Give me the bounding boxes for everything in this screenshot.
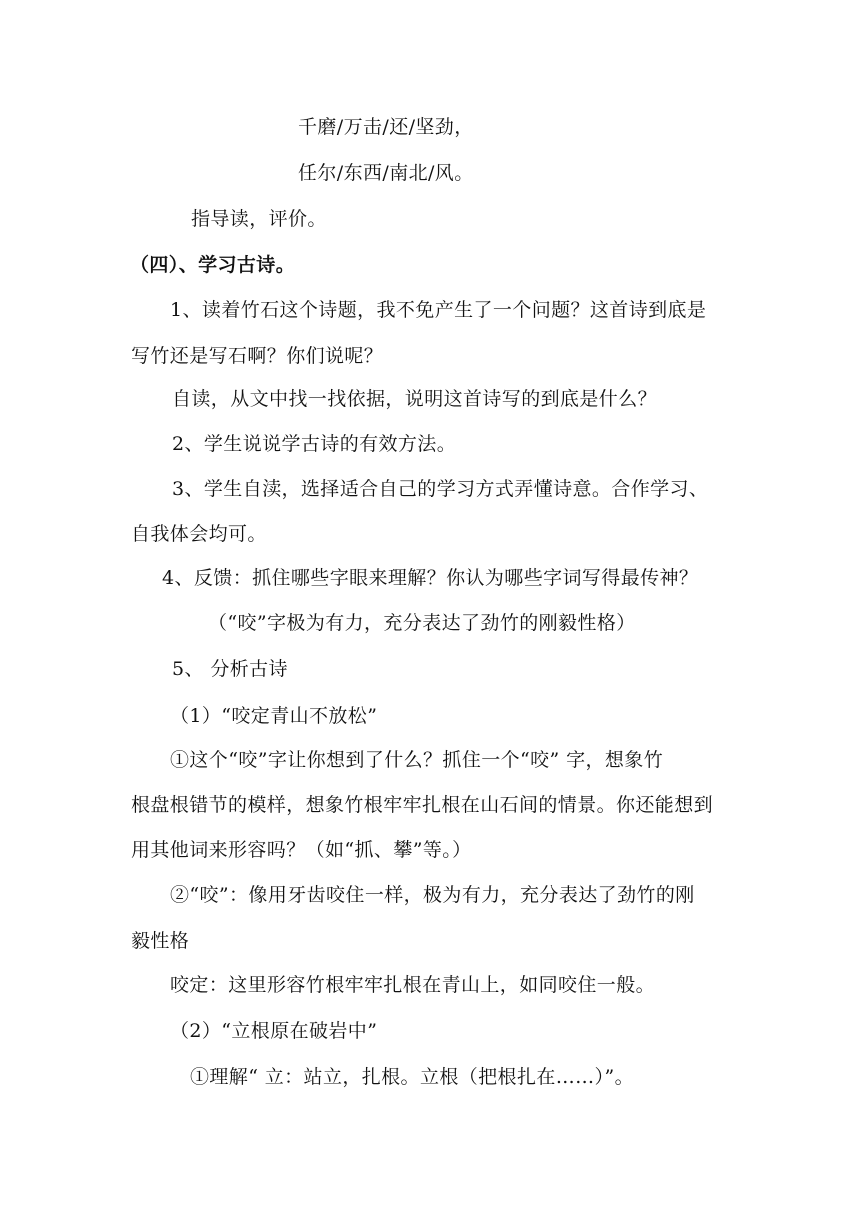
paragraph-line: 自读，从文中找一找依据，说明这首诗写的到底是什么？: [172, 388, 658, 410]
subheading-line: 5、 分析古诗: [172, 658, 288, 680]
paragraph-line: 1、读着竹石这个诗题，我不免产生了一个问题？这首诗到底是: [170, 299, 707, 321]
paragraph-line: ①理解“ 立：站立，扎根。立根（把根扎在……）”。: [190, 1066, 634, 1088]
section-heading: （四）、学习古诗。: [130, 254, 296, 276]
paragraph-line: 毅性格: [131, 930, 190, 952]
paragraph-line: 3、学生自渎，选择适合自己的学习方式弄懂诗意。合作学习、: [172, 478, 709, 500]
paragraph-line: ②“咬”：像用牙齿咬住一样，极为有力，充分表达了劲竹的刚: [170, 884, 695, 906]
paragraph-line: 用其他词来形容吗？（如“抓、攀”等。）: [131, 839, 472, 861]
paragraph-line: 咬定：这里形容竹根牢牢扎根在青山上，如同咬住一般。: [170, 974, 656, 996]
paragraph-line: 自我体会均可。: [131, 523, 267, 545]
subheading-line: （2）“立根原在破岩中”: [170, 1020, 378, 1042]
paragraph-line: 4、反馈：抓住哪些字眼来理解？你认为哪些字词写得最传神？: [162, 567, 699, 589]
poem-line-2: 任尔/东西/南北/风。: [298, 162, 474, 184]
poem-line-1: 千磨/万击/还/坚劲，: [298, 116, 474, 138]
paragraph-line: 根盘根错节的模样，想象竹根牢牢扎根在山石间的情景。你还能想到: [131, 794, 714, 816]
paragraph-line: ①这个“咬”字让你想到了什么？抓住一个“咬” 字，想象竹: [170, 749, 664, 771]
paragraph-line: （“咬”字极为有力，充分表达了劲竹的刚毅性格）: [208, 612, 636, 634]
subheading-line: （1）“咬定青山不放松”: [170, 705, 378, 727]
paragraph-line: 2、学生说说学古诗的有效方法。: [172, 433, 457, 455]
paragraph-line: 写竹还是写石啊？你们说呢？: [131, 345, 384, 367]
instruction-text: 指导读，评价。: [191, 208, 327, 230]
